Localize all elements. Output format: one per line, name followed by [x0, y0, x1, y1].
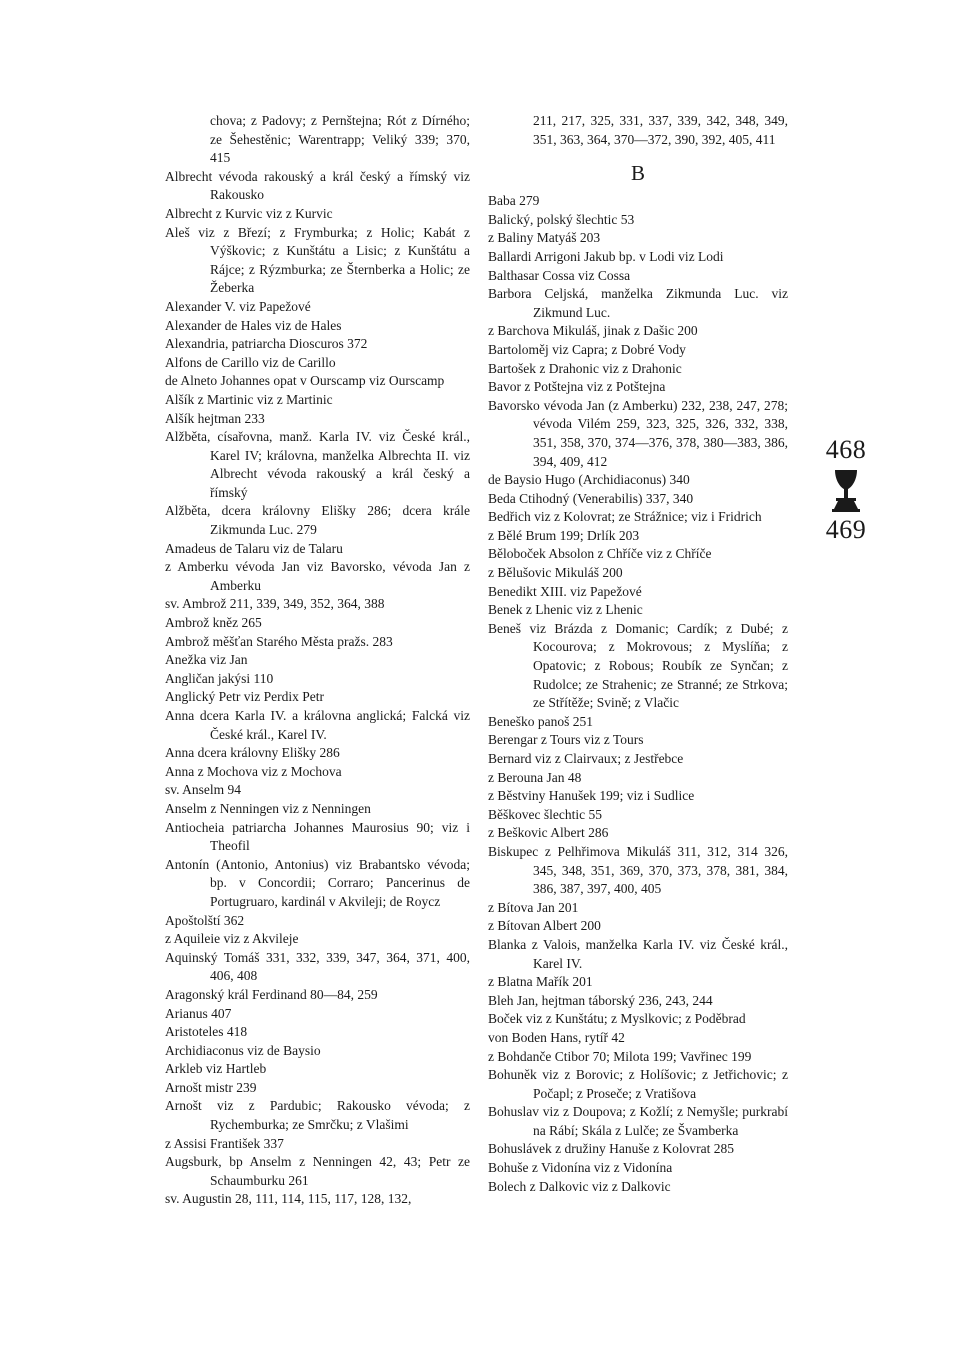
- index-entry: z Assisi František 337: [165, 1135, 284, 1151]
- index-entry: Bolech z Dalkovic viz z Dalkovic: [488, 1178, 671, 1194]
- index-entry: Arianus 407: [165, 1005, 232, 1021]
- index-entry: Bernard viz z Clairvaux; z Jestřebce: [488, 751, 684, 766]
- index-entry: Blanka z Valois, manželka Karla IV. viz České král., Karel IV.: [488, 936, 788, 971]
- index-entry: Albrecht vévoda rakouský a král český a římský viz Rakousko: [165, 168, 470, 203]
- index-entry: Anna dcera Karla IV. a královna anglická; Falcká viz České král., Karel IV.: [165, 708, 470, 742]
- index-entry: Apoštolští 362: [165, 912, 245, 928]
- index-entry: Alšík hejtman 233: [165, 410, 265, 426]
- index-entry: sv. Augustin 28, 111, 114, 115, 117, 128, 132,: [165, 1191, 412, 1207]
- index-entry: Bedřich viz z Kolovrat; ze Strážnice; viz i Fridrich: [488, 509, 762, 525]
- page-marker: [818, 436, 874, 544]
- index-entry: Běškovec šlechtic 55: [488, 806, 602, 822]
- index-entry: Bohuslávek z družiny Hanuše z Kolovrat 285: [488, 1141, 734, 1157]
- index-entry: Aristoteles 418: [165, 1024, 248, 1040]
- index-entry: Barbora Celjská, manželka Zikmunda Luc. viz Zikmund Luc.: [488, 286, 788, 320]
- index-entry: Balthasar Cossa viz Cossa: [488, 267, 631, 283]
- index-entry-continuation: chova; z Padovy; z Pernštejna; Rót z Dírného; ze Šehestěnic; Warentrapp; Veliký 339; 370, 415: [210, 113, 470, 166]
- index-entry: Aleš viz z Březí; z Frymburka; z Holic; Kabát z Výškovic; z Kunštátu a Lisic; z Kunštátu a Rájce; z Rýzmburka; ze Šternberka a Holic; ze Žeberka: [165, 224, 470, 296]
- index-entry: Bartošek z Drahonic viz z Drahonic: [488, 360, 682, 376]
- index-entry: Anna dcera královny Elišky 286: [165, 745, 340, 761]
- index-entry: Bohuslav viz z Doupova; z Kožlí; z Nemyšle; purkrabí na Rábí; Skála z Lulče; ze Švamberka: [488, 1104, 788, 1138]
- index-entry: Boček viz z Kunštátu; z Myslkovic; z Poděbrad: [488, 1011, 746, 1027]
- index-entry: z Beškovic Albert 286: [488, 825, 609, 841]
- index-entry: Anežka viz Jan: [165, 652, 248, 668]
- page-number-bottom: 469: [825, 515, 867, 544]
- index-entry: Antiocheia patriarcha Johannes Maurosius 90; viz i Theofil: [165, 819, 470, 854]
- index-entry: Bleh Jan, hejtman táborský 236, 243, 244: [488, 992, 713, 1008]
- index-entry: z Berouna Jan 48: [488, 769, 582, 785]
- index-entry: Bavorsko vévoda Jan (z Amberku) 232, 238, 247, 278; vévoda Vilém 259, 323, 325, 326, 332, 338, 351, 358, 370, 374—376, 378, 380—383, 386, 394, 409, 412: [488, 397, 788, 469]
- index-entry: z Amberku vévoda Jan viz Bavorsko, vévoda Jan z Amberku: [165, 559, 470, 593]
- index-entry: Amadeus de Talaru viz de Talaru: [165, 540, 343, 556]
- index-entry: Arnošt viz z Pardubic; Rakousko vévoda; z Rychemburka; ze Smrčku; z Vlašimi: [165, 1098, 470, 1133]
- index-entry: Bohuněk viz z Borovic; z Holíšovic; z Jetřichovic; z Počapl; z Proseče; z Vratišova: [488, 1067, 788, 1101]
- index-entry: de Alneto Johannes opat v Ourscamp viz Ourscamp: [165, 373, 445, 389]
- index-entry-continuation: 211, 217, 325, 331, 337, 339, 342, 348, 349, 351, 363, 364, 370—372, 390, 392, 405, 411: [533, 113, 788, 147]
- index-entry: Bartoloměj viz Capra; z Dobré Vody: [488, 341, 686, 357]
- index-entry: Berengar z Tours viz z Tours: [488, 732, 644, 748]
- index-entry: Bohuše z Vidonína viz z Vidonína: [488, 1160, 673, 1176]
- right-index-column: [488, 112, 788, 1196]
- index-entry: von Boden Hans, rytíř 42: [488, 1029, 625, 1045]
- index-entry: Aquinský Tomáš 331, 332, 339, 347, 364, 371, 400, 406, 408: [165, 949, 470, 984]
- index-entry: Ambrož měšťan Starého Města pražs. 283: [165, 633, 393, 649]
- index-entry: sv. Anselm 94: [165, 782, 242, 798]
- index-entry: Aragonský král Ferdinand 80—84, 259: [165, 986, 378, 1002]
- index-entry: Beda Ctihodný (Venerabilis) 337, 340: [488, 490, 694, 506]
- index-entry: de Baysio Hugo (Archidiaconus) 340: [488, 472, 690, 488]
- index-entry: Albrecht z Kurvic viz z Kurvic: [165, 205, 333, 221]
- index-entry: Benek z Lhenic viz z Lhenic: [488, 602, 643, 618]
- index-entry: Ballardi Arrigoni Jakub bp. v Lodi viz Lodi: [488, 248, 724, 264]
- left-index-column: [165, 112, 470, 1209]
- index-entry: z Baliny Matyáš 203: [488, 230, 601, 246]
- index-entry: Alžběta, dcera královny Elišky 286; dcera krále Zikmunda Luc. 279: [165, 503, 470, 538]
- chalice-icon: [831, 468, 861, 514]
- index-entry: z Bělé Brum 199; Drlík 203: [488, 527, 640, 543]
- index-entry: Alexander V. viz Papežové: [165, 298, 311, 314]
- index-entry: Biskupec z Pelhřimova Mikuláš 311, 312, 314 326, 345, 348, 351, 369, 370, 373, 378, 381, 384, 386, 387, 397, 400, 405: [488, 843, 788, 897]
- page-number-top: 468: [825, 435, 867, 464]
- index-entry: Alfons de Carillo viz de Carillo: [165, 354, 336, 370]
- index-entry: Bavor z Potštejna viz z Potštejna: [488, 379, 666, 395]
- index-entry: Běloboček Absolon z Chříče viz z Chříče: [488, 546, 712, 562]
- index-entry: Antonín (Antonio, Antonius) viz Brabantsko vévoda; bp. v Concordii; Corraro; Pancerinus de Portugruaro, kardinál v Akvileji; de Roycz: [165, 856, 470, 909]
- index-entry: z Bělušovic Mikuláš 200: [488, 565, 623, 581]
- index-entry: z Bítova Jan 201: [488, 899, 579, 915]
- index-entry: z Bítovan Albert 200: [488, 918, 601, 934]
- index-entry: Anselm z Nenningen viz z Nenningen: [165, 800, 371, 816]
- index-entry: z Bohdanče Ctibor 70; Milota 199; Vavřinec 199: [488, 1048, 752, 1064]
- index-entry: Archidiaconus viz de Baysio: [165, 1042, 321, 1058]
- index-entry: z Barchova Mikuláš, jinak z Dašic 200: [488, 323, 698, 339]
- index-entry-group: [488, 192, 788, 1196]
- section-letter-heading: B: [630, 161, 645, 186]
- index-entry: Alžběta, císařovna, manž. Karla IV. viz České král., Karel IV; královna, manželka Albrechta II. viz Albrecht vévoda rakouský a král český a římský: [165, 429, 470, 500]
- index-entry: Arkleb viz Hartleb: [165, 1061, 267, 1077]
- index-entry: Alexandria, patriarcha Dioscuros 372: [165, 336, 368, 352]
- index-entry: Benedikt XIII. viz Papežové: [488, 583, 642, 599]
- index-entry: Augsburk, bp Anselm z Nenningen 42, 43; Petr ze Schaumburku 261: [165, 1154, 470, 1188]
- index-entry: Ambrož kněz 265: [165, 615, 262, 631]
- index-entry: Alšík z Martinic viz z Martinic: [165, 391, 333, 407]
- index-entry: Beneško panoš 251: [488, 713, 593, 729]
- index-entry: z Aquileie viz z Akvileje: [165, 931, 299, 947]
- index-entry: sv. Ambrož 211, 339, 349, 352, 364, 388: [165, 596, 385, 612]
- continued-entry-group: [488, 112, 788, 149]
- index-entry: Balický, polský šlechtic 53: [488, 211, 635, 227]
- index-entry: Arnošt mistr 239: [165, 1079, 257, 1095]
- index-entry: Angličan jakýsi 110: [165, 670, 274, 686]
- index-entry: Alexander de Hales viz de Hales: [165, 317, 342, 333]
- index-entry: Anglický Petr viz Perdix Petr: [165, 689, 324, 705]
- index-entry: Anna z Mochova viz z Mochova: [165, 763, 342, 779]
- index-entry: Baba 279: [488, 193, 540, 209]
- index-entry: z Blatna Mařík 201: [488, 974, 593, 990]
- index-entry: Beneš viz Brázda z Domanic; Cardík; z Dubé; z Kocourova; z Mokrovous; z Myslíňa; z Opatovic; z Robous; Roubík ze Synčan; z Rudolce; ze Strahenic; ze Stranné; ze Strkova; ze Střítěže; Svině; z Vlačic: [488, 620, 788, 711]
- index-entry: z Běstviny Hanušek 199; viz i Sudlice: [488, 788, 695, 804]
